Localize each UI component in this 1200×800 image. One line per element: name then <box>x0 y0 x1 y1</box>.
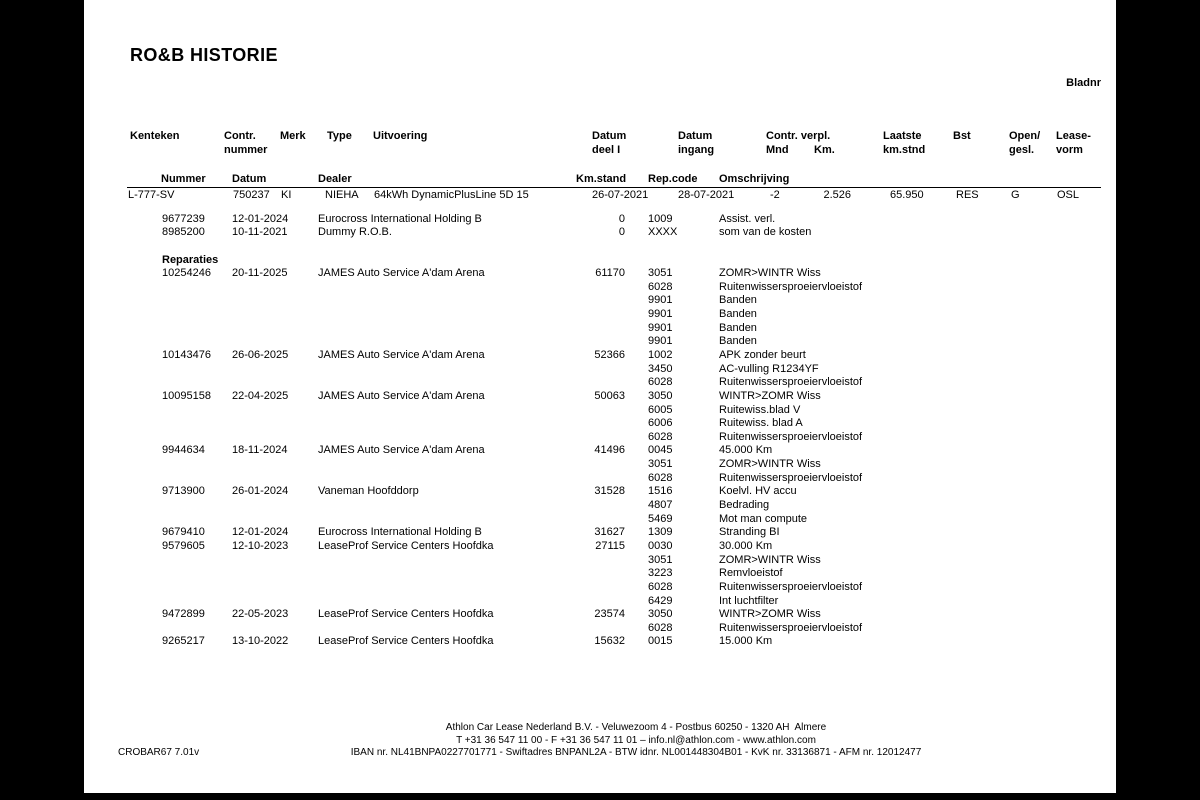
cell-dealer <box>318 281 576 295</box>
repair-row <box>84 376 1116 390</box>
col-bst: Bst <box>953 130 971 142</box>
cell-omschrijving: Ruitenwissersproeiervloeistof <box>719 471 863 484</box>
col-lease-line2: vorm <box>1056 143 1083 156</box>
cell-omschrijving: Ruitenwissersproeiervloeistof <box>719 430 863 443</box>
cell-datum: 20-11-2025 <box>232 267 288 280</box>
cell-datum: 12-01-2024 <box>232 526 289 539</box>
cell-datum <box>232 308 318 322</box>
page-number-label: Bladnr <box>1066 77 1101 89</box>
cell-repcode: 9901 <box>648 321 673 334</box>
cell-repcode: 3050 <box>648 389 673 402</box>
cell-kmstand <box>576 513 648 527</box>
cell-kmstand: 31627 <box>594 526 625 539</box>
cell-nummer: 9679410 <box>162 526 205 539</box>
cell-bst: RES <box>956 188 979 201</box>
repair-row <box>84 349 1116 363</box>
col-kmstand: Km.stand <box>576 172 627 185</box>
cell-nummer: 10095158 <box>162 389 211 402</box>
col-omschrijving: Omschrijving <box>719 172 790 185</box>
repair-row <box>84 308 1116 322</box>
cell-repcode: 3051 <box>648 553 673 566</box>
cell-kmstand: 15632 <box>594 635 625 648</box>
cell-kmstand <box>576 294 648 308</box>
cell-kmstand: 52366 <box>594 349 625 361</box>
cell-kmstand <box>576 281 648 295</box>
repair-row <box>84 622 1116 636</box>
cell-repcode: 6028 <box>648 280 673 293</box>
cell-datum <box>232 513 318 527</box>
cell-datum-deel-i: 26-07-2021 <box>592 188 649 201</box>
cell-repcode: XXXX <box>648 226 678 239</box>
cell-omschrijving: Ruitenwissersproeiervloeistof <box>719 376 863 389</box>
cell-kmstand <box>576 554 648 568</box>
repair-row <box>84 431 1116 445</box>
report-page <box>84 0 1116 793</box>
cell-repcode: 0015 <box>648 635 673 648</box>
cell-omschrijving: Ruitenwissersproeiervloeistof <box>719 280 863 293</box>
cell-kmstand: 50063 <box>594 389 625 402</box>
cell-repcode: 6028 <box>648 580 673 593</box>
cell-omschrijving: som van de kosten <box>719 226 812 239</box>
col-merk: Merk <box>280 130 306 142</box>
col-datum-ingang-line1: Datum <box>678 130 713 142</box>
cell-laatste-kmstand: 65.950 <box>890 188 924 201</box>
footer-contact-line: T +31 36 547 11 00 - F +31 36 547 11 01 – info.nl@athlon.com - www.athlon.com <box>456 734 816 746</box>
blank-line <box>84 240 1116 254</box>
cell-repcode: 6005 <box>648 403 673 416</box>
cell-open-gesl: G <box>1011 188 1020 201</box>
repair-row <box>84 554 1116 568</box>
cell-omschrijving: Banden <box>719 308 757 321</box>
col-type: Type <box>327 130 352 142</box>
col-km: Km. <box>814 143 835 156</box>
cell-dealer <box>318 554 576 568</box>
cell-nummer: 10254246 <box>162 267 211 280</box>
cell-dealer: Eurocross International Holding B <box>318 212 482 225</box>
repair-row <box>84 444 1116 458</box>
cell-dealer <box>318 622 576 636</box>
cell-omschrijving: Mot man compute <box>719 512 808 525</box>
cell-omschrijving: Banden <box>719 294 757 307</box>
history-table <box>84 213 1116 650</box>
repair-row <box>84 417 1116 431</box>
cell-omschrijving: 30.000 Km <box>719 539 773 552</box>
cell-datum <box>232 281 318 295</box>
repair-row <box>84 540 1116 554</box>
cell-omschrijving: 15.000 Km <box>719 635 773 648</box>
cell-nummer <box>162 567 232 581</box>
cell-omschrijving: WINTR>ZOMR Wiss <box>719 608 821 621</box>
cell-nummer <box>162 431 232 445</box>
cell-nummer <box>162 458 232 472</box>
cell-leasevorm: OSL <box>1057 188 1080 201</box>
cell-dealer <box>318 363 576 377</box>
cell-datum: 12-10-2023 <box>232 539 289 552</box>
cell-dealer: LeaseProf Service Centers Hoofdka <box>318 608 494 621</box>
cell-omschrijving: ZOMR>WINTR Wiss <box>719 553 821 566</box>
cell-nummer <box>162 499 232 513</box>
cell-repcode: 9901 <box>648 294 673 307</box>
cell-nummer <box>162 404 232 418</box>
cell-repcode: 1516 <box>648 485 673 498</box>
repair-row <box>84 595 1116 609</box>
repair-row <box>84 513 1116 527</box>
cell-dealer: Vaneman Hoofddorp <box>318 485 419 498</box>
page-title: RO&B HISTORIE <box>130 45 278 65</box>
col-contrnummer-line1: Contr. <box>224 130 256 142</box>
cell-repcode: 6028 <box>648 621 673 634</box>
cell-dealer <box>318 294 576 308</box>
cell-dealer: JAMES Auto Service A'dam Arena <box>318 349 485 361</box>
cell-kmstand <box>576 458 648 472</box>
repair-row <box>84 581 1116 595</box>
repair-row <box>84 485 1116 499</box>
cell-repcode: 3051 <box>648 458 673 471</box>
history-row <box>84 213 1116 227</box>
col-laatste-line1: Laatste <box>883 130 922 142</box>
cell-dealer <box>318 499 576 513</box>
cell-dealer <box>318 376 576 390</box>
cell-kmstand <box>576 595 648 609</box>
repair-row <box>84 526 1116 540</box>
cell-contractnummer: 750237 <box>233 188 270 201</box>
cell-omschrijving: 45.000 Km <box>719 444 773 457</box>
cell-repcode: 3050 <box>648 608 673 621</box>
repair-row <box>84 458 1116 472</box>
cell-nummer: 9713900 <box>162 485 205 498</box>
cell-repcode: 9901 <box>648 308 673 321</box>
cell-datum-ingang: 28-07-2021 <box>678 188 735 201</box>
cell-datum <box>232 294 318 308</box>
cell-nummer: 8985200 <box>162 226 205 239</box>
cell-kenteken: L-777-SV <box>128 188 175 201</box>
cell-dealer <box>318 404 576 418</box>
cell-kmstand <box>576 376 648 390</box>
cell-omschrijving: Int luchtfilter <box>719 594 779 607</box>
cell-dealer <box>318 595 576 609</box>
col-datum-deel-line2: deel I <box>592 143 621 156</box>
cell-kmstand: 23574 <box>594 608 625 621</box>
cell-nummer <box>162 595 232 609</box>
col-nummer: Nummer <box>161 172 206 185</box>
cell-omschrijving: Ruitewiss. blad A <box>719 417 803 430</box>
cell-kmstand: 0 <box>618 226 625 239</box>
cell-omschrijving: Stranding BI <box>719 526 780 539</box>
col-datum-deel-line1: Datum <box>592 130 627 142</box>
cell-dealer <box>318 458 576 472</box>
cell-repcode: 6006 <box>648 417 673 430</box>
cell-datum <box>232 363 318 377</box>
history-row <box>84 226 1116 240</box>
cell-omschrijving: Assist. verl. <box>719 212 776 225</box>
cell-datum <box>232 567 318 581</box>
cell-datum <box>232 581 318 595</box>
cell-datum <box>232 335 318 349</box>
cell-datum <box>232 376 318 390</box>
cell-kmstand: 61170 <box>595 267 625 280</box>
repair-row <box>84 404 1116 418</box>
cell-merk: KI <box>281 188 292 201</box>
cell-nummer <box>162 335 232 349</box>
repair-row <box>84 267 1116 281</box>
cell-dealer <box>318 308 576 322</box>
footer-registration-line: IBAN nr. NL41BNPA0227701771 - Swiftadres BNPANL2A - BTW idnr. NL001448304B01 - KvK nr. 33136871 - AFM nr. 12012477 <box>350 747 922 759</box>
cell-omschrijving: Ruitewiss.blad V <box>719 403 801 416</box>
repair-row <box>84 390 1116 404</box>
cell-kmstand <box>576 581 648 595</box>
cell-nummer <box>162 417 232 431</box>
cell-dealer <box>318 581 576 595</box>
cell-omschrijving: Bedrading <box>719 499 770 512</box>
cell-nummer: 9579605 <box>162 539 205 552</box>
cell-datum: 13-10-2022 <box>232 635 289 648</box>
cell-dealer <box>318 322 576 336</box>
cell-datum <box>232 622 318 636</box>
cell-datum <box>232 417 318 431</box>
cell-nummer: 9944634 <box>162 444 205 457</box>
repair-row <box>84 335 1116 349</box>
cell-omschrijving: Remvloeistof <box>719 567 783 580</box>
cell-repcode: 9901 <box>648 335 673 348</box>
col-laatste-line2: km.stnd <box>883 143 926 156</box>
cell-omschrijving: ZOMR>WINTR Wiss <box>719 267 821 280</box>
cell-datum: 10-11-2021 <box>232 226 288 239</box>
col-lease-line1: Lease- <box>1056 130 1091 142</box>
col-dealer: Dealer <box>318 172 352 185</box>
cell-dealer <box>318 567 576 581</box>
cell-repcode: 0030 <box>648 539 673 552</box>
cell-dealer: JAMES Auto Service A'dam Arena <box>318 444 485 457</box>
cell-kmstand <box>576 499 648 513</box>
cell-dealer <box>318 335 576 349</box>
repair-row <box>84 294 1116 308</box>
cell-kmstand <box>576 567 648 581</box>
cell-dealer: LeaseProf Service Centers Hoofdka <box>318 539 494 552</box>
cell-omschrijving: Ruitenwissersproeiervloeistof <box>719 580 863 593</box>
cell-repcode: 0045 <box>648 444 673 457</box>
cell-omschrijving: APK zonder beurt <box>719 349 806 361</box>
col-open-line1: Open/ <box>1009 130 1041 142</box>
cell-kmstand <box>576 322 648 336</box>
cell-nummer <box>162 281 232 295</box>
cell-nummer: 9677239 <box>162 212 205 225</box>
col-mnd: Mnd <box>766 143 789 156</box>
cell-datum <box>232 431 318 445</box>
cell-datum: 22-05-2023 <box>232 608 289 621</box>
cell-datum: 26-06-2025 <box>232 349 289 361</box>
cell-kmstand <box>576 417 648 431</box>
cell-repcode: 3051 <box>648 267 673 280</box>
cell-datum <box>232 404 318 418</box>
repair-row <box>84 363 1116 377</box>
footer-address-line: Athlon Car Lease Nederland B.V. - Veluwezoom 4 - Postbus 60250 - 1320 AH Almere <box>445 722 827 733</box>
cell-nummer <box>162 322 232 336</box>
cell-datum: 18-11-2024 <box>232 444 288 457</box>
reparaties-section-label: Reparaties <box>162 253 219 266</box>
cell-nummer <box>162 376 232 390</box>
contract-header-row <box>84 130 1116 159</box>
cell-dealer: LeaseProf Service Centers Hoofdka <box>318 635 494 648</box>
cell-nummer: 10143476 <box>162 349 211 361</box>
cell-kmstand: 27115 <box>595 539 625 552</box>
repair-row <box>84 567 1116 581</box>
cell-omschrijving: Ruitenwissersproeiervloeistof <box>719 621 863 634</box>
cell-repcode: 3450 <box>648 362 673 375</box>
cell-repcode: 1309 <box>648 526 673 539</box>
cell-datum <box>232 499 318 513</box>
program-version-label: CROBAR67 7.01v <box>118 747 200 758</box>
cell-datum <box>232 554 318 568</box>
cell-nummer <box>162 513 232 527</box>
cell-kmstand <box>576 363 648 377</box>
col-contrnummer-line2: nummer <box>224 143 268 156</box>
repair-row <box>84 322 1116 336</box>
col-kenteken: Kenteken <box>130 130 180 142</box>
cell-repcode: 1009 <box>648 212 673 225</box>
repair-row <box>84 635 1116 649</box>
cell-nummer: 9265217 <box>162 635 205 648</box>
cell-omschrijving: Koelvl. HV accu <box>719 485 797 498</box>
cell-dealer: Eurocross International Holding B <box>318 526 482 539</box>
cell-repcode: 6028 <box>648 430 673 443</box>
cell-kmstand <box>576 431 648 445</box>
cell-dealer: JAMES Auto Service A'dam Arena <box>318 267 485 280</box>
cell-repcode: 1002 <box>648 349 673 361</box>
cell-omschrijving: Banden <box>719 335 757 348</box>
cell-repcode: 6028 <box>648 471 673 484</box>
cell-kmstand: 31528 <box>594 485 625 498</box>
col-repcode: Rep.code <box>648 172 698 185</box>
cell-repcode: 5469 <box>648 512 673 525</box>
company-footer <box>156 722 1116 760</box>
cell-repcode: 6028 <box>648 376 673 389</box>
cell-datum: 26-01-2024 <box>232 485 289 498</box>
cell-nummer <box>162 294 232 308</box>
cell-dealer <box>318 431 576 445</box>
cell-nummer <box>162 554 232 568</box>
cell-nummer <box>162 581 232 595</box>
cell-nummer <box>162 363 232 377</box>
cell-kmstand <box>576 472 648 486</box>
cell-omschrijving: WINTR>ZOMR Wiss <box>719 389 821 402</box>
cell-kmstand: 41496 <box>594 444 625 457</box>
col-datum-ingang-line2: ingang <box>678 143 715 156</box>
cell-repcode: 6429 <box>648 594 673 607</box>
repair-row <box>84 472 1116 486</box>
cell-dealer <box>318 513 576 527</box>
cell-uitvoering: 64kWh DynamicPlusLine 5D 15 <box>374 188 529 201</box>
col-open-line2: gesl. <box>1009 143 1035 156</box>
cell-datum <box>232 472 318 486</box>
cell-kmstand <box>576 404 648 418</box>
cell-datum: 22-04-2025 <box>232 389 289 402</box>
cell-dealer <box>318 472 576 486</box>
cell-repcode: 3223 <box>648 567 673 580</box>
cell-kmstand <box>576 308 648 322</box>
col-datum: Datum <box>232 172 267 185</box>
cell-datum <box>232 322 318 336</box>
cell-nummer <box>162 308 232 322</box>
cell-verpl-km: 2.526 <box>823 188 851 201</box>
cell-dealer: JAMES Auto Service A'dam Arena <box>318 389 485 402</box>
cell-nummer <box>162 472 232 486</box>
cell-type: NIEHA <box>325 188 359 201</box>
cell-verpl-mnd: -2 <box>770 188 780 201</box>
cell-repcode: 4807 <box>648 499 673 512</box>
col-contr-verpl: Contr. verpl. <box>766 130 831 142</box>
cell-dealer <box>318 417 576 431</box>
cell-dealer: Dummy R.O.B. <box>318 226 392 239</box>
cell-omschrijving: AC-vulling R1234YF <box>719 362 819 375</box>
cell-omschrijving: Banden <box>719 321 757 334</box>
cell-datum: 12-01-2024 <box>232 212 289 225</box>
cell-kmstand <box>576 335 648 349</box>
cell-kmstand: 0 <box>618 212 625 225</box>
repair-row <box>84 281 1116 295</box>
contract-row <box>84 189 1116 203</box>
cell-datum <box>232 595 318 609</box>
repair-row <box>84 499 1116 513</box>
history-header-row <box>84 172 1116 186</box>
repair-row <box>84 608 1116 622</box>
cell-omschrijving: ZOMR>WINTR Wiss <box>719 458 821 471</box>
cell-nummer: 9472899 <box>162 608 205 621</box>
cell-kmstand <box>576 622 648 636</box>
cell-datum <box>232 458 318 472</box>
col-uitvoering: Uitvoering <box>373 130 428 142</box>
cell-nummer <box>162 622 232 636</box>
